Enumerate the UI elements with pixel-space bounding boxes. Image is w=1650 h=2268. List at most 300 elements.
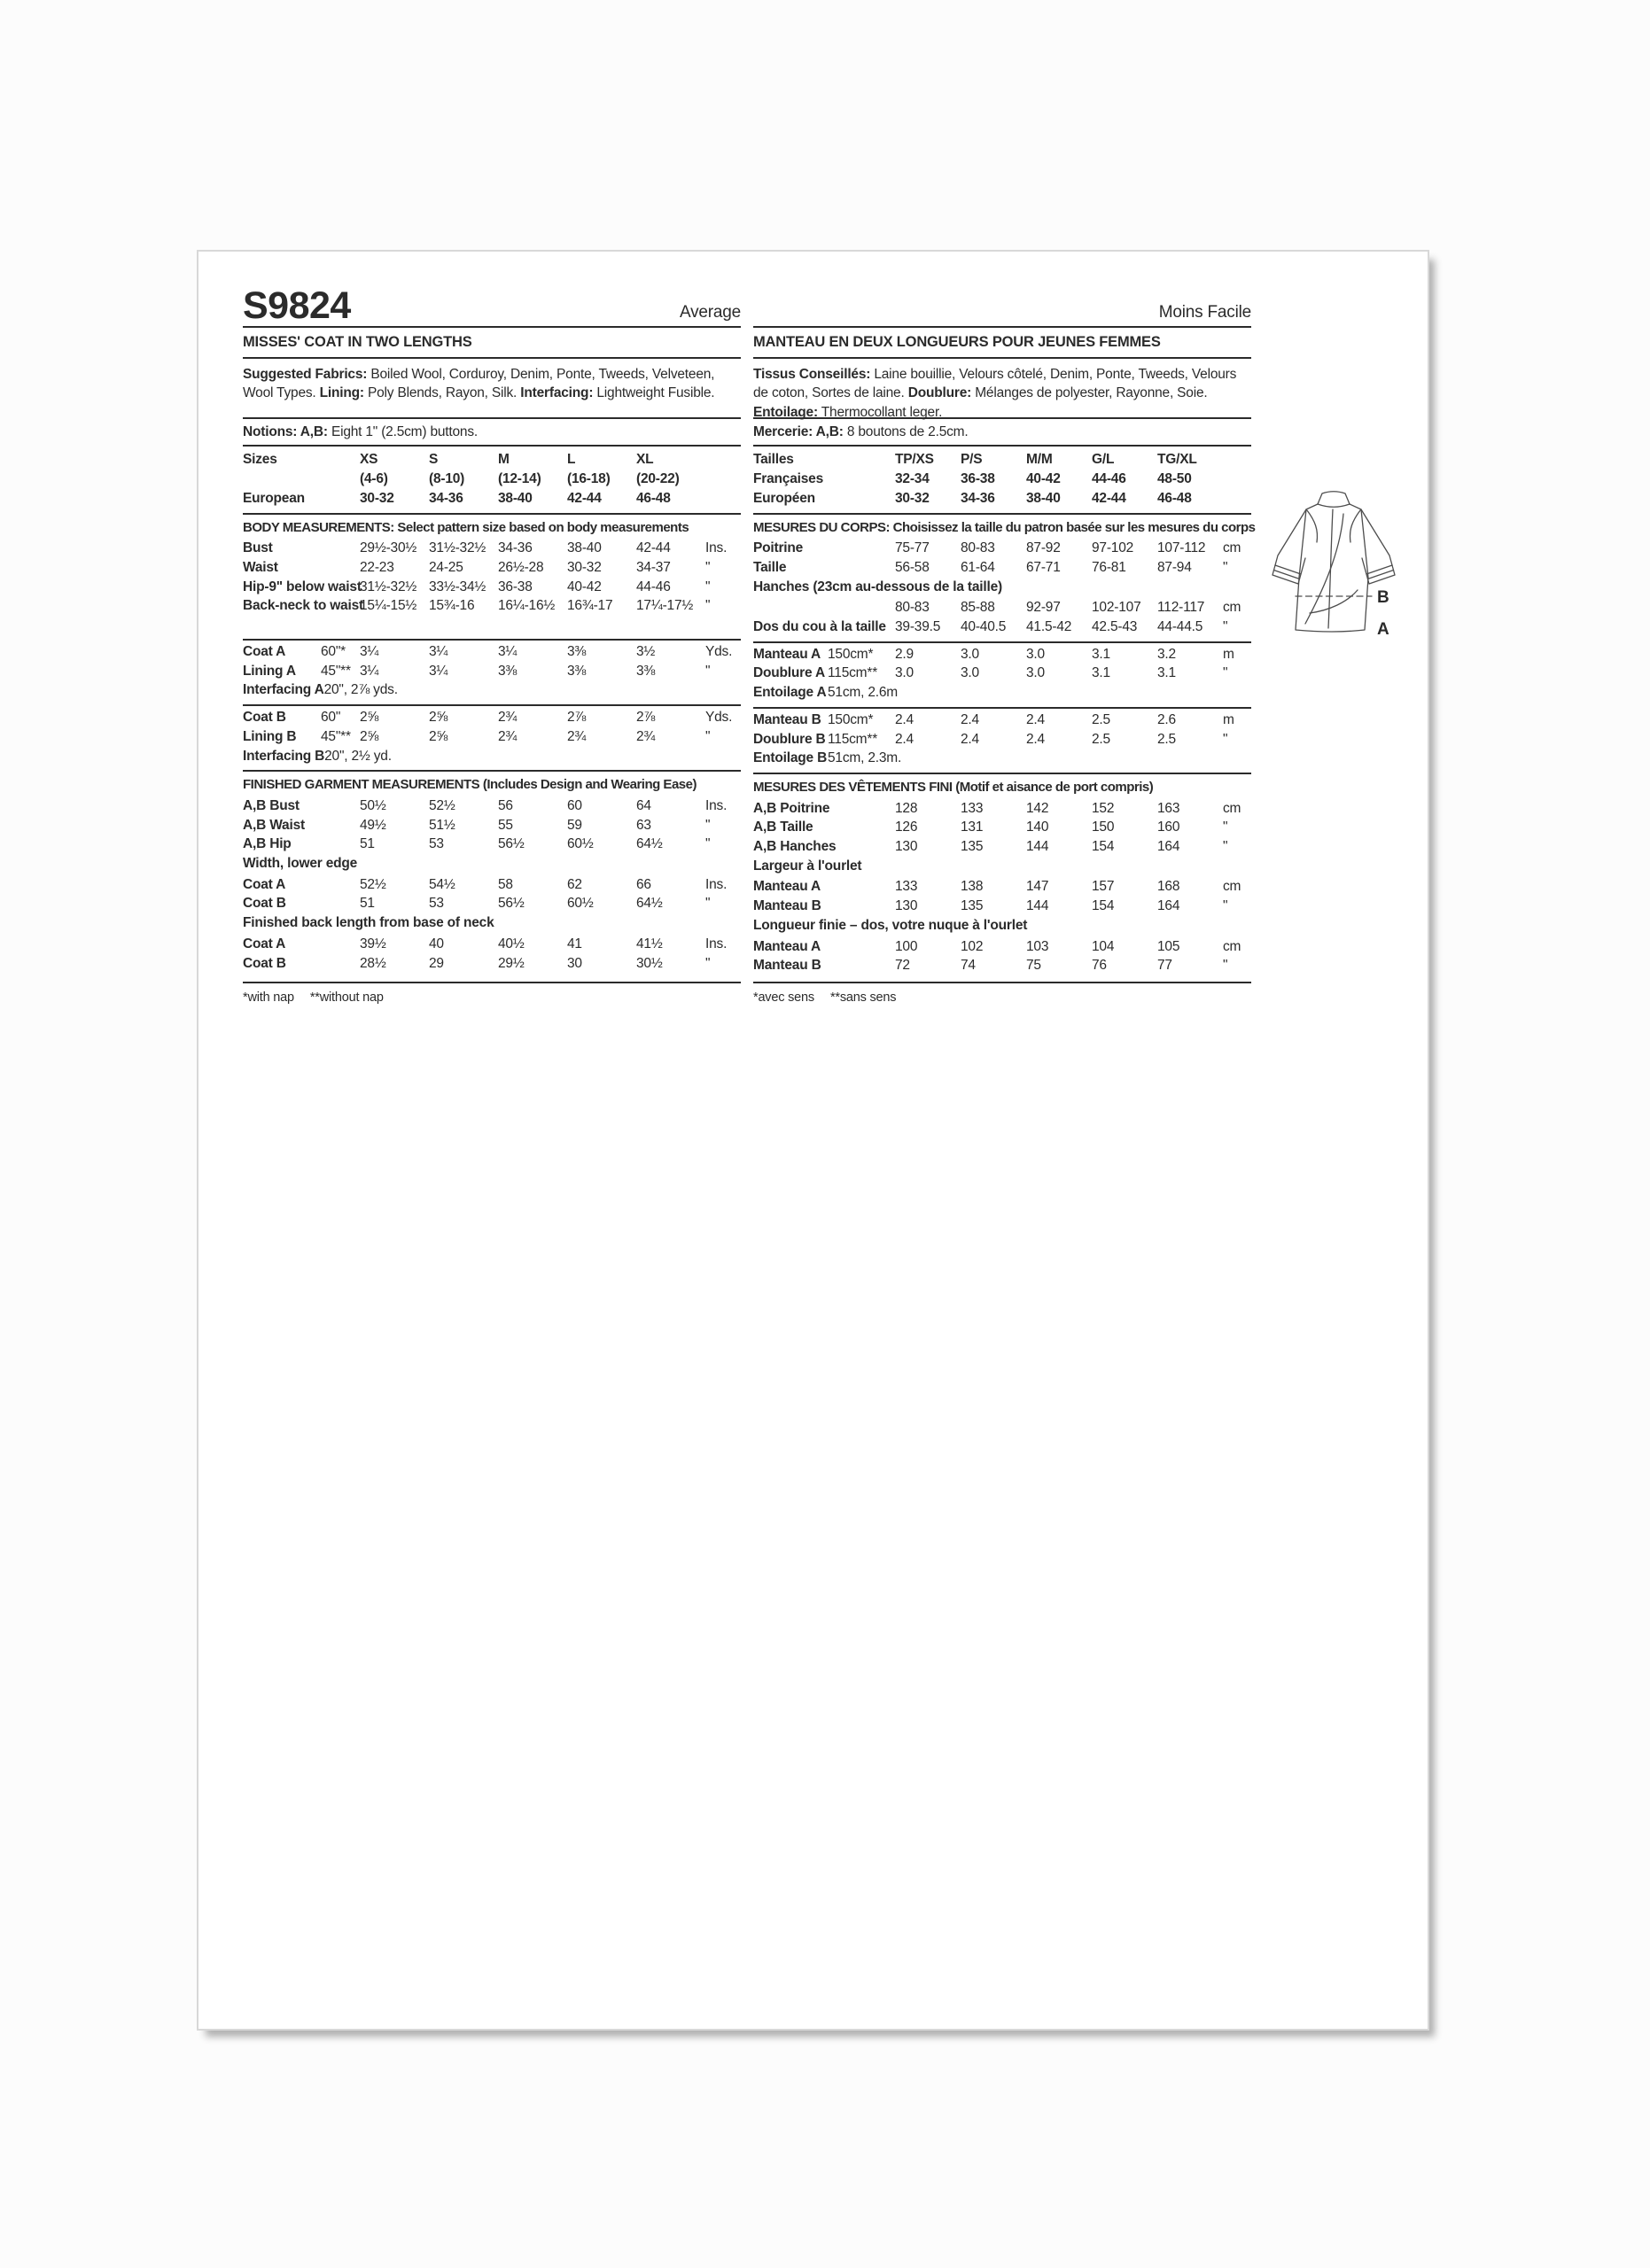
value-cell: 135 bbox=[961, 898, 984, 914]
measure-row bbox=[243, 935, 741, 954]
value-cell: (20-22) bbox=[636, 471, 680, 487]
value-cell: 97-102 bbox=[1092, 540, 1134, 556]
measure-row bbox=[243, 539, 741, 558]
unit-cell: " bbox=[705, 817, 711, 833]
value-cell: 100 bbox=[895, 938, 918, 954]
unit-cell: " bbox=[705, 955, 711, 971]
value-cell: 3¼ bbox=[429, 663, 448, 679]
difficulty-label-fr: Moins Facile bbox=[1158, 303, 1251, 322]
value-cell: 102-107 bbox=[1092, 600, 1141, 616]
body-measurements-table-fr bbox=[753, 537, 1251, 577]
row-label: Waist bbox=[243, 559, 278, 575]
value-cell: 58 bbox=[498, 876, 513, 892]
value-cell: 34-36 bbox=[961, 490, 995, 506]
footnote-with-nap: *with nap bbox=[243, 990, 294, 1005]
value-cell: 2¾ bbox=[498, 728, 518, 744]
subhead-hanches-fr: Hanches (23cm au-dessous de la taille) bbox=[753, 579, 1002, 594]
unit-cell: Yds. bbox=[705, 710, 733, 726]
value-cell: 157 bbox=[1092, 879, 1115, 895]
measure-row bbox=[243, 558, 741, 578]
yardage-a-table-fr bbox=[753, 643, 1251, 683]
row-label: Hip-9" below waist bbox=[243, 579, 362, 594]
value-cell: 2⅞ bbox=[567, 710, 587, 726]
value-cell: 150 bbox=[1092, 819, 1115, 835]
value-cell: 60½ bbox=[567, 896, 594, 912]
row-label: Coat B bbox=[243, 896, 286, 912]
finished-measurements-heading-fr: MESURES DES VÊTEMENTS FINI (Motif et aisance de port compris) bbox=[753, 779, 1154, 795]
value-cell: 29½-30½ bbox=[360, 540, 417, 556]
row-label: Coat B bbox=[243, 955, 286, 971]
notions-line-fr bbox=[753, 419, 1251, 447]
body-measurements-table-2-fr bbox=[753, 596, 1251, 636]
value-cell: 2⅞ bbox=[636, 710, 656, 726]
notions-label: Mercerie: A,B: bbox=[753, 423, 844, 439]
value-cell: 62 bbox=[567, 876, 582, 892]
value-cell: 107-112 bbox=[1157, 540, 1206, 556]
row-label: Interfacing B bbox=[243, 748, 325, 764]
notions-text: Eight 1" (2.5cm) buttons. bbox=[331, 423, 479, 439]
lining-label: Doublure: bbox=[907, 385, 972, 401]
yardage-b-table-en bbox=[243, 706, 741, 746]
value-cell: 163 bbox=[1157, 800, 1180, 816]
finished-table-1-fr bbox=[753, 797, 1251, 857]
value-cell: 75 bbox=[1026, 958, 1041, 974]
value-cell: 42-44 bbox=[1092, 490, 1126, 506]
value-cell: 30½ bbox=[636, 955, 663, 971]
unit-cell: cm bbox=[1223, 540, 1241, 556]
value-cell: 42-44 bbox=[636, 540, 671, 556]
unit-cell: " bbox=[1223, 958, 1228, 974]
value-cell: 64 bbox=[636, 797, 651, 813]
unit-cell: Yds. bbox=[705, 644, 733, 660]
value-cell: 38-40 bbox=[567, 540, 602, 556]
value-cell: 2.4 bbox=[895, 731, 914, 747]
value-cell: 152 bbox=[1092, 800, 1115, 816]
value-cell: 44-46 bbox=[1092, 471, 1126, 487]
value-cell: 104 bbox=[1092, 938, 1115, 954]
value-cell: 87-92 bbox=[1026, 540, 1061, 556]
fabric-width: 150cm* bbox=[828, 646, 874, 662]
row-label: Bust bbox=[243, 540, 273, 556]
row-label: A,B Bust bbox=[243, 797, 300, 813]
value-cell: 2.9 bbox=[895, 646, 914, 662]
value-cell: 30-32 bbox=[360, 490, 394, 506]
value-cell: 80-83 bbox=[895, 600, 930, 616]
value-cell: 42.5-43 bbox=[1092, 619, 1138, 635]
notions-text: 8 boutons de 2.5cm. bbox=[846, 423, 969, 439]
value-cell: 105 bbox=[1157, 938, 1180, 954]
value-cell: 2.5 bbox=[1092, 731, 1110, 747]
value-cell: 15¼-15½ bbox=[360, 598, 417, 614]
finished-table-2-fr bbox=[753, 875, 1251, 915]
left-shoulder-crease bbox=[1307, 510, 1318, 542]
lining-text: Poly Blends, Rayon, Silk. bbox=[368, 385, 518, 401]
value-cell: 51½ bbox=[429, 817, 455, 833]
garment-title-fr: MANTEAU EN DEUX LONGUEURS POUR JEUNES FEMMES bbox=[753, 328, 1251, 359]
coat-back-illustration bbox=[1265, 489, 1407, 649]
value-cell: 40-40.5 bbox=[961, 619, 1007, 635]
row-label bbox=[753, 598, 895, 617]
value-cell: 72 bbox=[895, 958, 910, 974]
size-row bbox=[753, 470, 1251, 489]
row-label: Taille bbox=[753, 559, 787, 575]
value-cell: 3.0 bbox=[1026, 665, 1045, 681]
interfacing-label: Interfacing: bbox=[520, 385, 594, 401]
row-label: Manteau B bbox=[753, 958, 821, 974]
fabric-width: 150cm* bbox=[828, 711, 874, 727]
value-cell: 3.1 bbox=[1092, 665, 1110, 681]
value-cell: 160 bbox=[1157, 819, 1180, 835]
row-label: Coat B 60" bbox=[243, 708, 360, 727]
body-measurements-heading-en: BODY MEASUREMENTS: Select pattern size based on body measurements bbox=[243, 519, 689, 535]
row-label: Coat A 60"* bbox=[243, 642, 360, 662]
measure-row bbox=[753, 956, 1251, 975]
value-cell: 29½ bbox=[498, 955, 525, 971]
unit-cell: " bbox=[705, 896, 711, 912]
unit-cell: " bbox=[1223, 665, 1228, 681]
value-cell: 56-58 bbox=[895, 559, 930, 575]
footnote-fr bbox=[753, 982, 1251, 1008]
yardage-a-table-en bbox=[243, 641, 741, 680]
fabrics-label: Tissus Conseillés: bbox=[753, 366, 871, 382]
interfacing-b-row-fr bbox=[753, 749, 1251, 768]
unit-cell: " bbox=[1223, 731, 1228, 747]
interfacing-a-value: 51cm, 2.6m bbox=[828, 685, 898, 701]
row-label: Manteau B 150cm* bbox=[753, 711, 895, 730]
value-cell: TG/XL bbox=[1157, 452, 1197, 468]
value-cell: 154 bbox=[1092, 898, 1115, 914]
value-cell: 133 bbox=[895, 879, 918, 895]
yardage-row bbox=[243, 727, 741, 747]
value-cell: 130 bbox=[895, 898, 918, 914]
masthead-fr bbox=[753, 284, 1251, 328]
value-cell: 3½ bbox=[636, 644, 656, 660]
lining-label: Lining: bbox=[319, 385, 364, 401]
french-column bbox=[753, 284, 1256, 1005]
collar-outline bbox=[1318, 492, 1350, 504]
row-label: Coat A bbox=[243, 876, 286, 892]
yardage-row bbox=[243, 708, 741, 727]
value-cell: 17¼-17½ bbox=[636, 598, 694, 614]
value-cell: 2.5 bbox=[1092, 711, 1110, 727]
value-cell: 2.4 bbox=[961, 731, 979, 747]
unit-cell: " bbox=[705, 663, 711, 679]
row-label: Entoilage A bbox=[753, 685, 827, 701]
value-cell: 112-117 bbox=[1157, 600, 1205, 616]
fabric-width: 115cm** bbox=[828, 665, 878, 681]
value-cell: 41.5-42 bbox=[1026, 619, 1072, 635]
unit-cell: cm bbox=[1223, 600, 1241, 616]
size-row bbox=[243, 489, 741, 509]
value-cell: 34-36 bbox=[498, 540, 533, 556]
value-cell: (4-6) bbox=[360, 471, 388, 487]
unit-cell: cm bbox=[1223, 800, 1241, 816]
size-row bbox=[243, 450, 741, 470]
fabric-width: 45"** bbox=[321, 663, 351, 679]
subhead-width-lower-edge-en: Width, lower edge bbox=[243, 856, 358, 872]
sizes-table-en bbox=[243, 447, 741, 514]
value-cell: 168 bbox=[1157, 879, 1180, 895]
value-cell: 77 bbox=[1157, 958, 1172, 974]
row-label: A,B Poitrine bbox=[753, 800, 830, 816]
value-cell: 31½-32½ bbox=[429, 540, 486, 556]
value-cell: (8-10) bbox=[429, 471, 465, 487]
value-cell: 142 bbox=[1026, 800, 1049, 816]
value-cell: 64½ bbox=[636, 836, 663, 852]
value-cell: 3.0 bbox=[895, 665, 914, 681]
value-cell: 2.6 bbox=[1157, 711, 1176, 727]
value-cell: 56 bbox=[498, 797, 513, 813]
value-cell: 2.5 bbox=[1157, 731, 1176, 747]
masthead-en bbox=[243, 284, 741, 328]
value-cell: 33½-34½ bbox=[429, 579, 486, 594]
yardage-row bbox=[753, 645, 1251, 664]
finished-table-1-en bbox=[243, 795, 741, 854]
measure-row bbox=[243, 875, 741, 895]
notions-line-en bbox=[243, 419, 741, 447]
garment-title-en: MISSES' COAT IN TWO LENGTHS bbox=[243, 328, 741, 359]
value-cell: 2.4 bbox=[961, 711, 979, 727]
row-label: Sizes bbox=[243, 452, 277, 468]
unit-cell: " bbox=[705, 598, 711, 614]
interfacing-b-value: 51cm, 2.3m. bbox=[828, 750, 902, 766]
row-label: Lining B 45"** bbox=[243, 727, 360, 747]
value-cell: 53 bbox=[429, 896, 444, 912]
value-cell: 54½ bbox=[429, 876, 455, 892]
unit-cell: " bbox=[705, 579, 711, 594]
subhead-width-lower-edge-fr: Largeur à l'ourlet bbox=[753, 858, 862, 874]
unit-cell: Ins. bbox=[705, 936, 728, 951]
value-cell: 2⅝ bbox=[360, 728, 379, 744]
value-cell: 2⅝ bbox=[360, 710, 379, 726]
value-cell: 64½ bbox=[636, 896, 663, 912]
value-cell: 34-36 bbox=[429, 490, 463, 506]
value-cell: 3.2 bbox=[1157, 646, 1176, 662]
row-label: Tailles bbox=[753, 452, 794, 468]
value-cell: 130 bbox=[895, 839, 918, 855]
row-label: A,B Waist bbox=[243, 817, 305, 833]
fabrics-paragraph-en bbox=[243, 359, 741, 419]
fabric-width: 60"* bbox=[321, 644, 346, 660]
finished-table-2-en bbox=[243, 874, 741, 913]
pattern-envelope-page bbox=[197, 250, 1429, 2031]
unit-cell: " bbox=[1223, 819, 1228, 835]
row-label: Doublure B 115cm** bbox=[753, 730, 895, 750]
measure-row bbox=[753, 837, 1251, 857]
row-label: Poitrine bbox=[753, 540, 804, 556]
value-cell: 40½ bbox=[498, 936, 525, 951]
row-label: Manteau A 150cm* bbox=[753, 645, 895, 664]
value-cell: 55 bbox=[498, 817, 513, 833]
body-measurements-table-en bbox=[243, 537, 741, 616]
value-cell: 140 bbox=[1026, 819, 1049, 835]
collar-inner-line bbox=[1318, 504, 1350, 507]
value-cell: 53 bbox=[429, 836, 444, 852]
value-cell: 3¼ bbox=[360, 644, 379, 660]
size-row bbox=[243, 470, 741, 489]
row-label: Interfacing A bbox=[243, 682, 324, 698]
measure-row bbox=[753, 877, 1251, 897]
measure-row bbox=[753, 539, 1251, 558]
fabrics-text: Boiled Wool, Corduroy, Denim, Ponte, Tweeds, Velveteen, Wool Types. bbox=[243, 366, 715, 401]
value-cell: 52½ bbox=[360, 876, 386, 892]
value-cell: 44-44.5 bbox=[1157, 619, 1203, 635]
value-cell: 147 bbox=[1026, 879, 1049, 895]
value-cell: 32-34 bbox=[895, 471, 930, 487]
row-label: A,B Taille bbox=[753, 819, 813, 835]
value-cell: 102 bbox=[961, 938, 984, 954]
fabrics-paragraph-fr bbox=[753, 359, 1251, 419]
value-cell: S bbox=[429, 452, 439, 468]
value-cell: 22-23 bbox=[360, 559, 394, 575]
measure-row bbox=[243, 954, 741, 974]
yardage-row bbox=[243, 662, 741, 681]
value-cell: XL bbox=[636, 452, 654, 468]
value-cell: 67-71 bbox=[1026, 559, 1061, 575]
yardage-row bbox=[753, 730, 1251, 750]
measure-row bbox=[243, 894, 741, 913]
measure-row bbox=[753, 897, 1251, 916]
value-cell: 52½ bbox=[429, 797, 455, 813]
interfacing-label: Entoilage: bbox=[753, 405, 818, 421]
value-cell: 85-88 bbox=[961, 600, 995, 616]
value-cell: 59 bbox=[567, 817, 582, 833]
measure-row bbox=[753, 818, 1251, 837]
value-cell: 87-94 bbox=[1157, 559, 1192, 575]
value-cell: 60½ bbox=[567, 836, 594, 852]
value-cell: 49½ bbox=[360, 817, 386, 833]
lining-text: Mélanges de polyester, Rayonne, Soie. bbox=[975, 385, 1208, 401]
value-cell: (16-18) bbox=[567, 471, 611, 487]
value-cell: 61-64 bbox=[961, 559, 995, 575]
fabric-width: 45"** bbox=[321, 728, 351, 744]
value-cell: 15¾-16 bbox=[429, 598, 475, 614]
value-cell: 3⅜ bbox=[567, 663, 587, 679]
row-label: Françaises bbox=[753, 471, 823, 487]
pattern-number: S9824 bbox=[243, 284, 351, 327]
value-cell: TP/XS bbox=[895, 452, 934, 468]
value-cell: 26½-28 bbox=[498, 559, 544, 575]
value-cell: (12-14) bbox=[498, 471, 541, 487]
yardage-row bbox=[753, 664, 1251, 683]
value-cell: 138 bbox=[961, 879, 984, 895]
value-cell: 46-48 bbox=[1157, 490, 1192, 506]
measure-row bbox=[753, 617, 1251, 637]
value-cell: 38-40 bbox=[498, 490, 533, 506]
unit-cell: m bbox=[1223, 711, 1234, 727]
row-label: Européen bbox=[753, 490, 815, 506]
unit-cell: " bbox=[1223, 559, 1228, 575]
value-cell: 3¼ bbox=[360, 663, 379, 679]
value-cell: 3.1 bbox=[1157, 665, 1176, 681]
value-cell: 16¼-16½ bbox=[498, 598, 556, 614]
interfacing-a-value: 20", 2⅞ yds. bbox=[323, 682, 398, 698]
unit-cell: " bbox=[1223, 898, 1228, 914]
length-label-b: B bbox=[1377, 588, 1389, 607]
row-label: Manteau A bbox=[753, 938, 821, 954]
value-cell: 3⅜ bbox=[636, 663, 656, 679]
value-cell: 56½ bbox=[498, 836, 525, 852]
length-label-a: A bbox=[1377, 620, 1389, 639]
value-cell: 3.1 bbox=[1092, 646, 1110, 662]
unit-cell: cm bbox=[1223, 938, 1241, 954]
value-cell: 2¾ bbox=[567, 728, 587, 744]
row-label bbox=[243, 470, 360, 489]
value-cell: 30 bbox=[567, 955, 582, 971]
footnote-without-nap: **without nap bbox=[309, 990, 384, 1005]
finished-measurements-heading-en: FINISHED GARMENT MEASUREMENTS (Includes Design and Wearing Ease) bbox=[243, 777, 697, 793]
measure-row bbox=[753, 598, 1251, 617]
value-cell: 3¼ bbox=[498, 644, 518, 660]
unit-cell: cm bbox=[1223, 879, 1241, 895]
value-cell: 60 bbox=[567, 797, 582, 813]
interfacing-b-row-en bbox=[243, 747, 741, 766]
value-cell: 2⅝ bbox=[429, 710, 448, 726]
interfacing-text: Lightweight Fusible. bbox=[596, 385, 715, 401]
measure-row bbox=[243, 816, 741, 835]
value-cell: M/M bbox=[1026, 452, 1053, 468]
finished-table-3-fr bbox=[753, 936, 1251, 975]
row-label: Coat A bbox=[243, 936, 286, 951]
value-cell: 34-37 bbox=[636, 559, 671, 575]
row-label: Back-neck to waist bbox=[243, 598, 363, 614]
value-cell: 39½ bbox=[360, 936, 386, 951]
value-cell: 126 bbox=[895, 819, 918, 835]
fabric-width: 60" bbox=[321, 710, 341, 726]
value-cell: 2⅝ bbox=[429, 728, 448, 744]
value-cell: 144 bbox=[1026, 839, 1049, 855]
row-label: A,B Hanches bbox=[753, 839, 837, 855]
interfacing-b-value: 20", 2½ yd. bbox=[324, 748, 392, 764]
fabrics-label: Suggested Fabrics: bbox=[243, 366, 368, 382]
measure-row bbox=[243, 796, 741, 816]
value-cell: 40 bbox=[429, 936, 444, 951]
value-cell: 40-42 bbox=[567, 579, 602, 594]
subhead-back-length-en: Finished back length from base of neck bbox=[243, 915, 494, 931]
fabrics-text: Laine bouillie, Velours côtelé, Denim, Ponte, Tweeds, Velours de coton, Sortes de laine. bbox=[753, 366, 1237, 401]
value-cell: 3.0 bbox=[961, 646, 979, 662]
unit-cell: " bbox=[1223, 839, 1228, 855]
value-cell: 44-46 bbox=[636, 579, 671, 594]
row-label: European bbox=[243, 490, 305, 506]
measure-row bbox=[753, 937, 1251, 957]
value-cell: 24-25 bbox=[429, 559, 463, 575]
value-cell: 135 bbox=[961, 839, 984, 855]
measure-row bbox=[243, 596, 741, 616]
value-cell: 28½ bbox=[360, 955, 386, 971]
size-row bbox=[753, 450, 1251, 470]
value-cell: 36-38 bbox=[498, 579, 533, 594]
row-label: Entoilage B bbox=[753, 750, 828, 766]
yardage-b-table-fr bbox=[753, 709, 1251, 749]
value-cell: 154 bbox=[1092, 839, 1115, 855]
value-cell: 2.4 bbox=[1026, 711, 1045, 727]
right-shoulder-crease bbox=[1350, 510, 1360, 542]
interfacing-text: Thermocollant leger. bbox=[821, 405, 943, 421]
value-cell: 3¼ bbox=[429, 644, 448, 660]
value-cell: 2.4 bbox=[895, 711, 914, 727]
footnote-avec-sens: *avec sens bbox=[753, 990, 814, 1005]
unit-cell: " bbox=[705, 559, 711, 575]
value-cell: 2¾ bbox=[498, 710, 518, 726]
value-cell: 66 bbox=[636, 876, 651, 892]
value-cell: 63 bbox=[636, 817, 651, 833]
value-cell: L bbox=[567, 452, 576, 468]
value-cell: XS bbox=[360, 452, 378, 468]
unit-cell: " bbox=[705, 836, 711, 852]
row-label: Lining A 45"** bbox=[243, 662, 360, 681]
interfacing-a-row-en bbox=[243, 680, 741, 700]
